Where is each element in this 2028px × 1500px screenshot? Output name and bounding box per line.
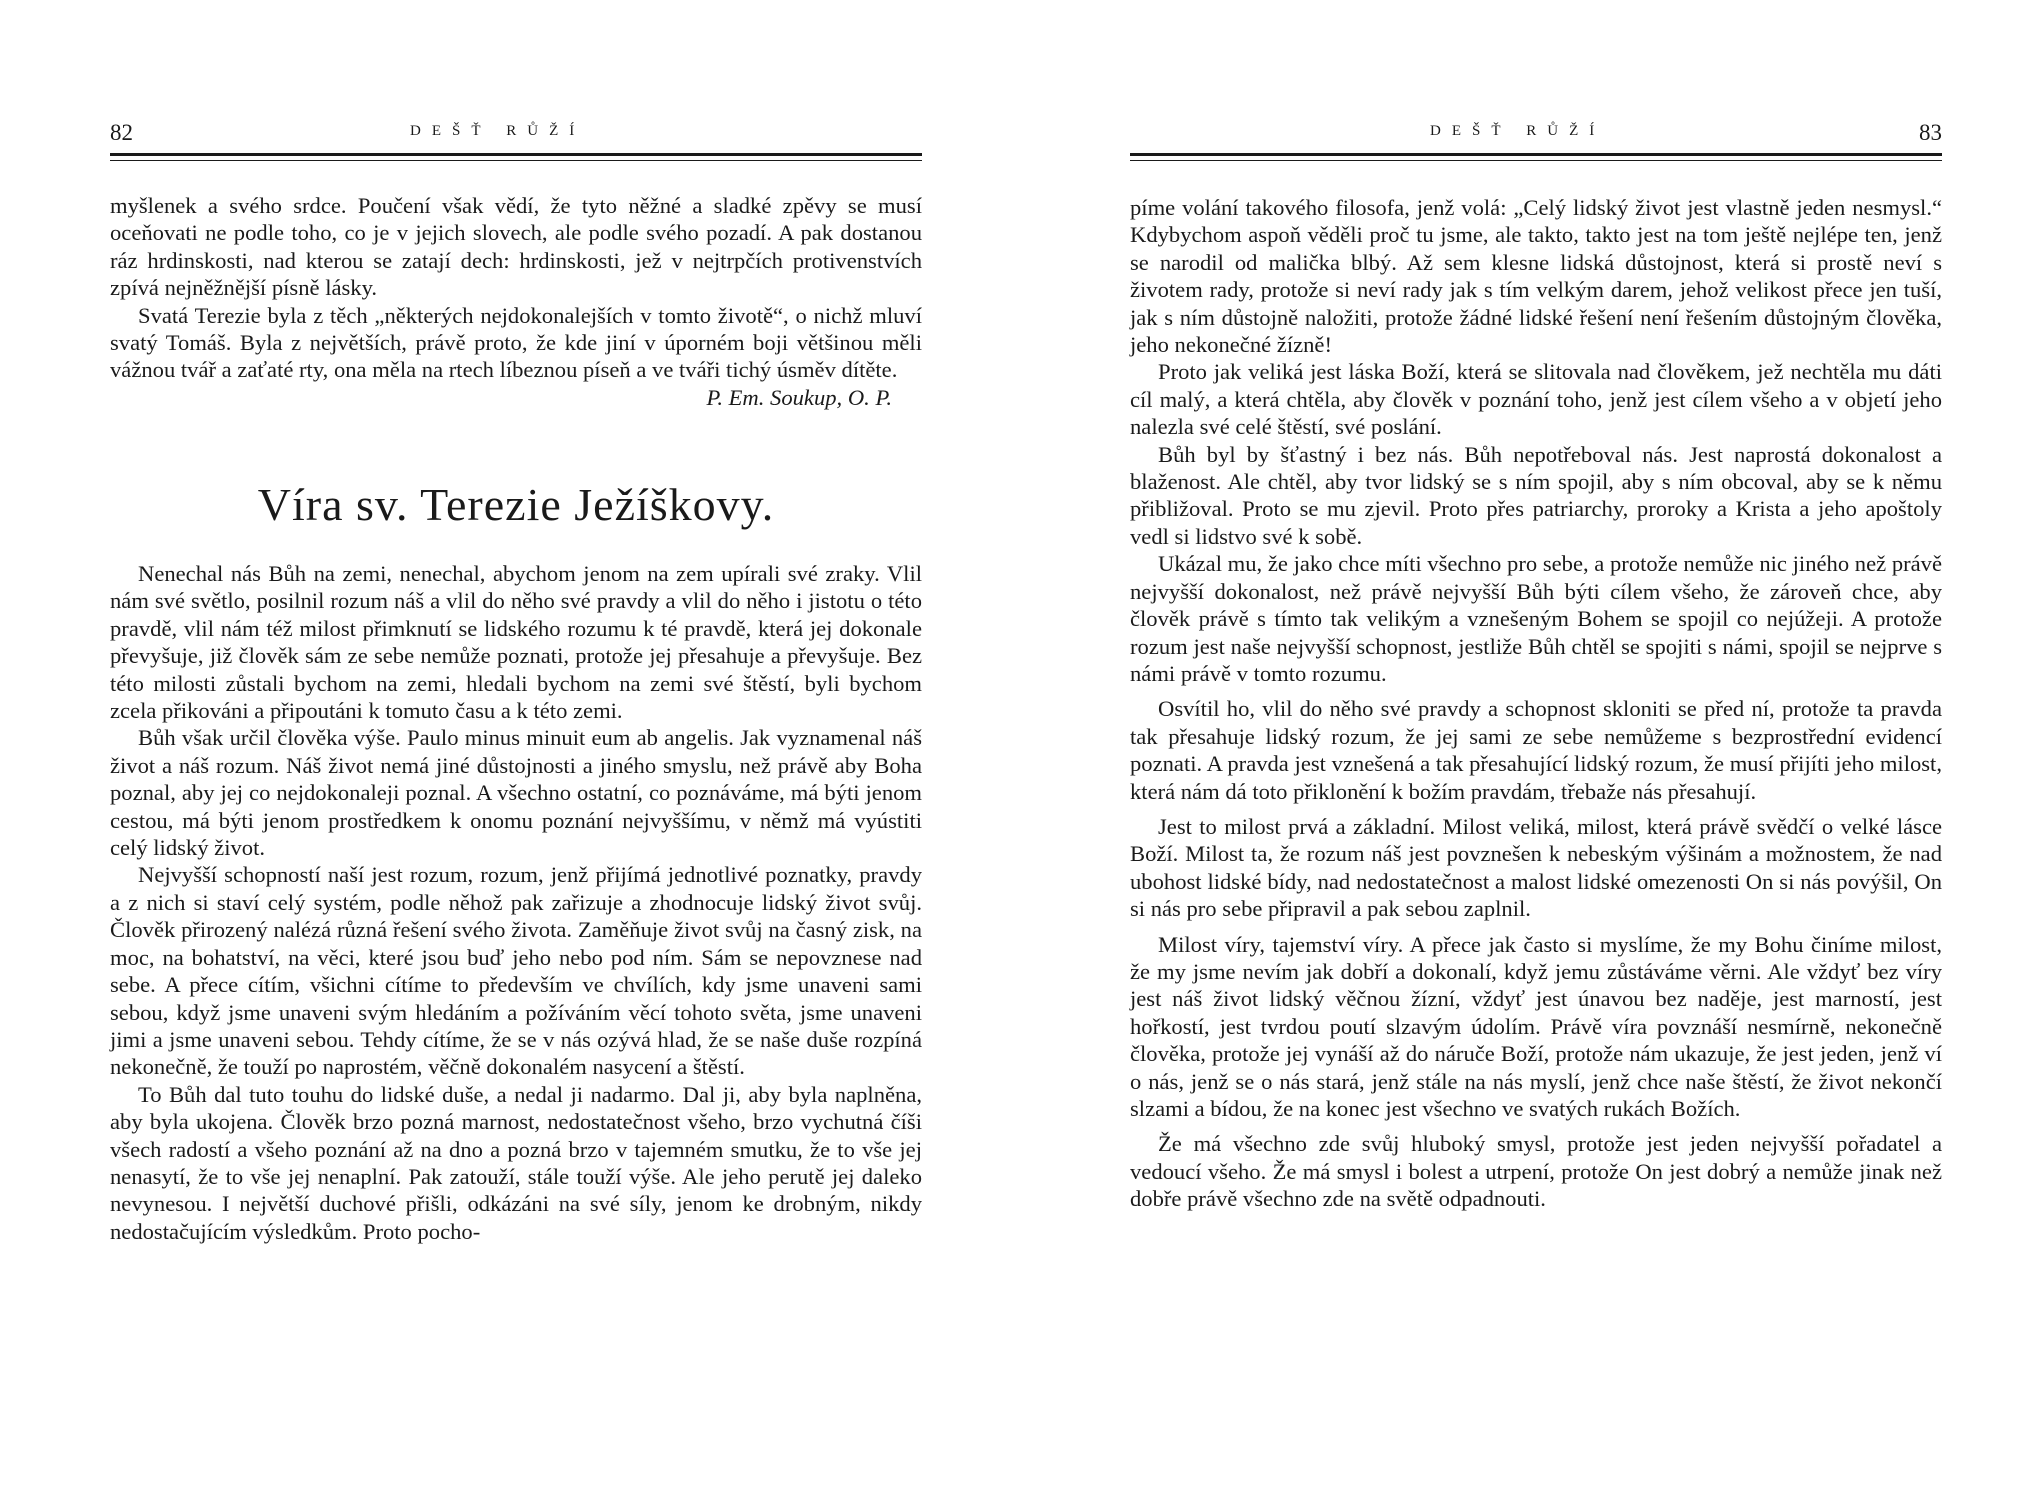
running-head [110,120,922,150]
paragraph: Svatá Terezie byla z těch „některých nejdokonalejších v tomto životě“, o nichž mluví svatý Tomáš. Byla z největších, právě proto, že kde jiní v úporném boji většinou měli vážnou tvář a zaťaté rty, ona měla na rtech líbeznou píseň a ve tváři tichý úsměv dítěte. [110,302,922,383]
page-number: 82 [110,120,133,145]
paragraph: Nejvyšší schopností naší jest rozum, rozum, jenž přijímá jednotlivé poznatky, pravdy a z nich si staví celý systém, podle něhož pak zařizuje a zhodnocuje lidský život svůj. Člověk přirozený nalézá různá řešení svého života. Zaměňuje život svůj na časný zisk, na moc, na bohatství, na věci, které jsou buď jeho nebo pod ním. Sám se nepovznese nad sebe. A přece cítím, všichni cítíme to především ve chvílích, kdy jsme unaveni sami sebou, když jsme unaveni svým hledáním a požíváním věcí tohoto světa, jsme unaveni jimi a jsme unaveni sebou. Tehdy cítíme, že se v nás ozývá hlad, že se naše duše rozpíná nekonečně, že touží po naprostém, věčně dokonalém nasycení a štěstí. [110,862,922,1080]
header-rule-thin [1130,160,1942,161]
running-head [1130,120,1942,150]
paragraph: Bůh byl by šťastný i bez nás. Bůh nepotřeboval nás. Jest naprostá dokonalost a blaženost. Ale chtěl, aby tvor lidský se s ním spojil, aby s ním obcoval, aby se k němu přibližoval. Proto se mu zjevil. Proto přes patriarchy, proroky a Krista a jeho apoštoly vedl si lidstvo své k sobě. [1130,441,1942,549]
paragraph: Jest to milost prvá a základní. Milost veliká, milost, která právě svědčí o velké lásce Boží. Milost ta, že rozum náš jest povznešen k nebeským výšinám a možnostem, že nad ubohost lidské bídy, nad nedostatečnost a malost lidské omezenosti On si nás povýšil, On si nás pro sebe připravil a pak sebou zaplnil. [1130,813,1942,922]
paragraph: Ukázal mu, že jako chce míti všechno pro sebe, a protože nemůže nic jiného než právě nejvyšší dokonalost, než právě nejvyšší Bůh býti cílem všeho, že zároveň chce, aby člověk právě s tímto tak velikým a vznešeným Bohem se spojil co nejúžeji. A protože rozum jest naše nejvyšší schopnost, jestliže Bůh chtěl se spojiti s námi, spojil se nejprve s námi právě v tomto rozumu. [1130,551,1942,686]
chapter-title: Víra sv. Terezie Ježíškovy. [257,479,775,530]
header-rule [110,153,922,156]
paragraph: Proto jak veliká jest láska Boží, která se slitovala nad člověkem, jež nechtěla mu dáti cíl malý, a která chtěla, aby člověk v poznání toho, jenž jest cílem všeho a v objetí jeho nalezla své celé štěstí, své poslání. [1130,359,1942,440]
paragraph: myšlenek a svého srdce. Poučení však vědí, že tyto něžné a sladké zpěvy se musí oceňovati ne podle toho, co je v jejich slovech, ale podle svého pozadí. A pak dostanou ráz hrdinskosti, nad kterou se zatají dech: hrdinskosti, jež v nejtrpčích protivenstvích zpívá nejněžnější písně lásky. [110,193,922,301]
chapter-text [1130,194,1942,1213]
intro-text [110,192,922,411]
left-page [110,0,922,1500]
paragraph: Milost víry, tajemství víry. A přece jak často si myslíme, že my Bohu činíme milost, že my jsme nevím jak dobří a dokonalí, když jemu zůstáváme věrni. Ale vždyť bez víry jest náš život lidský věčnou žízní, vždyť jest únavou bez naděje, jest marností, jest hořkostí, jest tvrdou poutí slzavým údolím. Právě víra povznáší nesmírně, nekonečně člověka, protože jej vynáší až do náruče Boží, protože nám ukazuje, že jest jeden, jenž ví o nás, jenž se o nás stará, jenž stále na nás myslí, jenž chce naše štěstí, že život nekončí slzami a bídou, že na konec jest všechno ve svatých rukách Božích. [1130,931,1942,1121]
running-title: DEŠŤ RŮŽÍ [1430,123,1606,139]
paragraph: Osvítil ho, vlil do něho své pravdy a schopnost skloniti se před ní, protože ta pravda tak přesahuje lidský rozum, že jej sami ze sebe nemůžeme s bezprostřední evidencí poznati. A pravda jest vznešená a tak přesahující lidský rozum, že musí přijíti jeho milost, která nám dá toto přiklonění k božím pravdám, třebaže nás přesahují. [1130,696,1942,804]
paragraph: píme volání takového filosofa, jenž volá: „Celý lidský život jest vlastně jeden nesmysl.“ Kdybychom aspoň věděli proč tu jsme, ale takto, takto jest na tom ještě nejlépe ten, jenž se narodil od malička blbý. Až sem klesne lidská důstojnost, která si prostě neví s životem rady, protože si neví rady jak s tím velkým darem, jehož velikost přece jen tuší, jak s ním důstojně naložiti, protože žádné lidské řešení není řešením důstojným člověka, jeho nekonečné žízně! [1130,195,1942,358]
running-title: DEŠŤ RŮŽÍ [410,123,586,139]
paragraph: Nenechal nás Bůh na zemi, nenechal, abychom jenom na zem upírali své zraky. Vlil nám své světlo, posilnil rozum náš a vlil do něho své pravdy a vlil do něho i jistotu o této pravdě, vlil nám též milost přimknutí se lidského rozumu k té pravdě, která jej dokonale převyšuje, již člověk sám ze sebe nemůže poznati, protože jej přesahuje a převyšuje. Bez této milosti zůstali bychom na zemi, hledali bychom na zemi své štěstí, byli bychom zcela přikováni a připoutáni k tomuto času a k této zemi. [110,561,922,724]
chapter-text [110,560,922,1245]
paragraph: Že má všechno zde svůj hluboký smysl, protože jest jeden nejvyšší pořadatel a vedoucí všeho. Že má smysl i bolest a utrpení, protože On jest dobrý a nemůže jinak než dobře právě všechno zde na světě odpadnouti. [1130,1131,1942,1212]
paragraph: To Bůh dal tuto touhu do lidské duše, a nedal ji nadarmo. Dal ji, aby byla naplněna, aby byla ukojena. Člověk brzo pozná marnost, nedostatečnost všeho, brzo vychutná číši všech radostí a všeho poznání až na dno a pozná brzo v tajemném smutku, že to vše jej nenasytí, že to vše jej nenaplní. Pak zatouží, stále touží výše. Ale jeho perutě jej daleko nevynesou. I největší duchové přišli, odkázáni na své síly, jenom ke drobným, nikdy nedostačujícím výsledkům. Proto pocho- [110,1081,922,1244]
header-rule [1130,153,1942,156]
header-rule-thin [110,160,922,161]
right-page [1130,0,1942,1500]
author-signature: P. Em. Soukup, O. P. [706,384,892,410]
page-number: 83 [1919,120,1942,145]
paragraph: Bůh však určil člověka výše. Paulo minus minuit eum ab angelis. Jak vyznamenal náš život a náš rozum. Náš život nemá jiné důstojnosti a jiného smyslu, než právě aby Boha poznal, aby jej co nejdokonaleji poznal. A všechno ostatní, co poznáváme, má býti jenom cestou, má býti jenom prostředkem k onomu poznání nejvyššímu, v němž má vyústiti celý lidský život. [110,725,922,861]
